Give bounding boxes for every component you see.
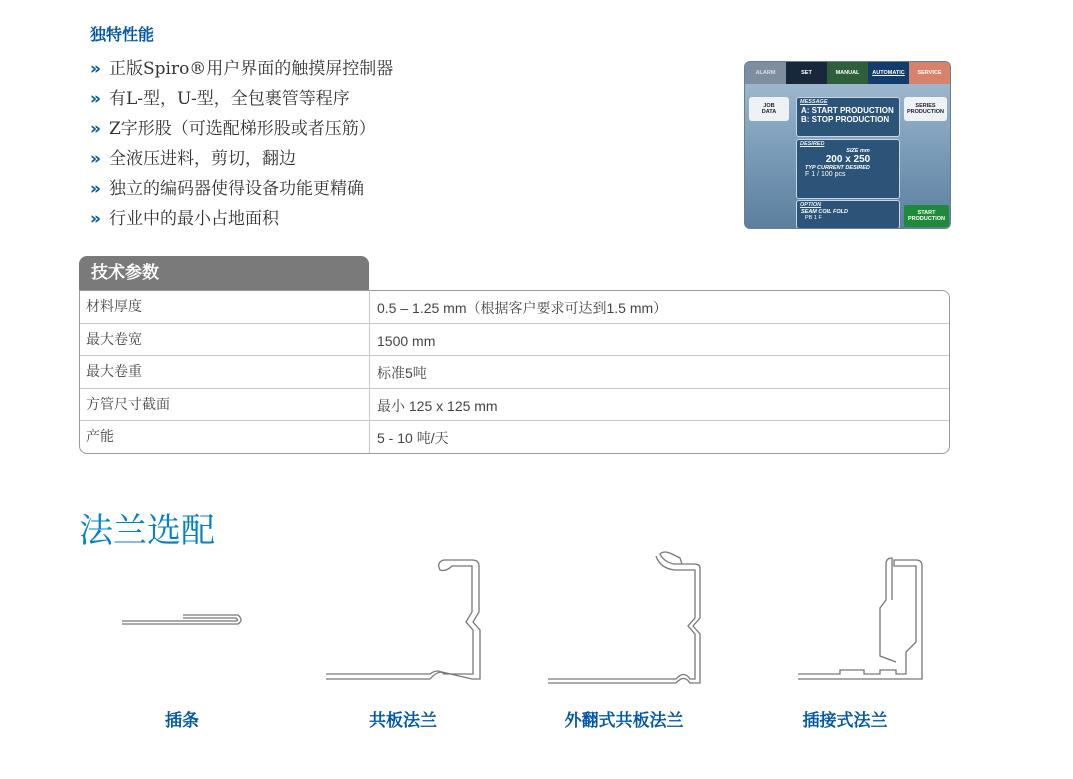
start-production-button: START PRODUCTION — [904, 205, 949, 227]
touchscreen-image — [744, 61, 951, 229]
spec-value: 最小 125 x 125 mm — [377, 397, 498, 414]
job-data-button: JOB DATA — [749, 97, 789, 121]
series-production-button: SERIES PRODUCTION — [904, 97, 947, 121]
size-value: 200 x 250 — [825, 154, 871, 165]
feature-item — [90, 177, 393, 207]
option-caption: OPTION — [800, 202, 822, 208]
flange-title: 法兰选配 — [79, 511, 215, 551]
tab-set: SET — [786, 62, 827, 84]
tab-service: SERVICE — [909, 62, 950, 84]
feature-item — [90, 87, 393, 117]
spec-label: 最大卷宽 — [80, 324, 370, 356]
joint-flange-diagram — [326, 560, 480, 679]
feature-text: 全液压进料，剪切，翻边 — [108, 149, 296, 169]
folded-joint-flange-diagram — [548, 552, 700, 683]
option-header: SEAM COIL FOLD — [801, 209, 848, 215]
features-title: 独特性能 — [90, 25, 155, 44]
message-line: B: STOP PRODUCTION — [801, 115, 890, 124]
bullet-icon: » — [90, 89, 101, 109]
feature-text: 有L-型，U-型，全包裹管等程序 — [108, 89, 350, 109]
spec-label: 最大卷重 — [80, 356, 370, 388]
spec-value: 5 - 10 吨/天 — [377, 430, 449, 446]
desired-caption: DESIRED — [800, 141, 825, 147]
spec-value: 标准5吨 — [377, 365, 427, 381]
flange-label: 插条 — [165, 711, 199, 731]
spec-table — [79, 290, 950, 454]
flange-label: 外翻式共板法兰 — [564, 711, 684, 731]
feature-text: 独立的编码器使得设备功能更精确 — [108, 179, 364, 199]
feature-item — [90, 207, 393, 237]
feature-item — [90, 147, 393, 177]
bullet-icon: » — [90, 59, 101, 79]
spec-value: 1500 mm — [377, 332, 436, 349]
table-row — [80, 356, 949, 389]
spec-title: 技术参数 — [79, 256, 369, 290]
bullet-icon: » — [90, 209, 101, 229]
slip-strip-diagram — [122, 615, 241, 624]
features-list — [90, 57, 393, 237]
size-label: SIZE mm — [846, 148, 870, 154]
bullet-icon: » — [90, 179, 101, 199]
spec-value: 0.5 – 1.25 mm（根据客户要求可达到1.5 mm） — [377, 300, 668, 316]
flange-label: 共板法兰 — [369, 711, 437, 731]
feature-item — [90, 57, 393, 87]
bullet-icon: » — [90, 149, 101, 169]
tab-alarm: ALARM — [745, 62, 786, 84]
spec-label: 产能 — [80, 421, 370, 454]
table-row — [80, 421, 949, 454]
feature-text: Z字形股（可选配梯形股或者压筋） — [108, 119, 376, 139]
flange-label: 插接式法兰 — [802, 711, 888, 731]
feature-text: 行业中的最小占地面积 — [108, 209, 279, 229]
spec-label: 方管尺寸截面 — [80, 389, 370, 421]
flange-diagrams — [0, 540, 1073, 700]
typ-header: TYP CURRENT DESIRED — [805, 165, 870, 171]
message-panel — [796, 97, 900, 137]
table-row — [80, 324, 949, 357]
typ-values: F 1 / 100 pcs — [805, 171, 846, 178]
tab-automatic: AUTOMATIC — [868, 62, 909, 84]
message-line: A: START PRODUCTION — [801, 106, 894, 115]
feature-text: 正版Spiro®用户界面的触摸屏控制器 — [108, 59, 394, 79]
desired-panel — [796, 139, 900, 199]
option-values: PB 1 F — [805, 215, 822, 221]
bullet-icon: » — [90, 119, 101, 139]
tab-manual: MANUAL — [827, 62, 868, 84]
option-panel — [796, 200, 900, 229]
table-row — [80, 291, 949, 324]
table-row — [80, 389, 949, 422]
feature-item — [90, 117, 393, 147]
spec-label: 材料厚度 — [80, 291, 370, 323]
insertion-flange-diagram — [798, 558, 922, 679]
screen-tabs — [745, 62, 950, 84]
message-caption: MESSAGE — [800, 99, 828, 105]
